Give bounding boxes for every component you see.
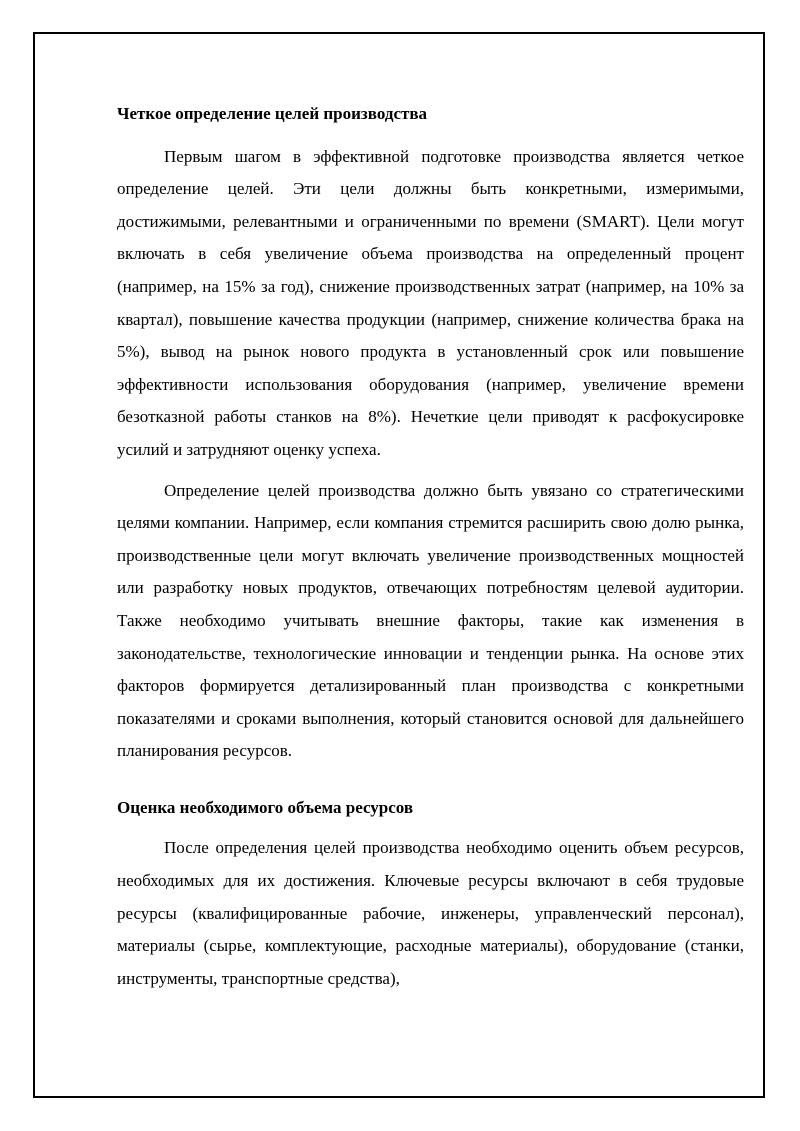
page-frame xyxy=(33,32,765,1098)
document-body xyxy=(117,98,744,1003)
section-heading-production-goals: Четкое определение целей производства xyxy=(117,104,428,123)
paragraph: Первым шагом в эффективной подготовке производства является четкое определение целей. Эти цели должны быть конкретными, измеримыми, достижимыми, релевантными и ограниченными по времени (SMART). Цели могут включать в себя увеличение объема производства на определенный процент (например, на 15% за год), снижение производственных затрат (например, на 10% за квартал), повышение качества продукции (например, снижение количества брака на 5%), вывод на рынок нового продукта в установленный срок или повышение эффективности использования оборудования (например, увеличение времени безотказной работы станков на 8%). Нечеткие цели приводят к расфокусировке усилий и затрудняют оценку успеха. xyxy=(117,146,744,459)
paragraph: Определение целей производства должно быть увязано со стратегическими целями компании. Например, если компания стремится расширить свою долю рынка, производственные цели могут включать увеличение производственных мощностей или разработку новых продуктов, отвечающих потребностям целевой аудитории. Также необходимо учитывать внешние факторы, такие как изменения в законодательстве, технологические инновации и тенденции рынка. На основе этих факторов формируется детализированный план производства с конкретными показателями и сроками выполнения, который становится основой для дальнейшего планирования ресурсов. xyxy=(117,480,744,761)
section-heading-resource-assessment: Оценка необходимого объема ресурсов xyxy=(117,797,414,817)
paragraph: После определения целей производства необходимо оценить объем ресурсов, необходимых для их достижения. Ключевые ресурсы включают в себя трудовые ресурсы (квалифицированные рабочие, инженеры, управленческий персонал), материалы (сырье, комплектующие, расходные материалы), оборудование (станки, инструменты, транспортные средства), xyxy=(117,838,744,988)
